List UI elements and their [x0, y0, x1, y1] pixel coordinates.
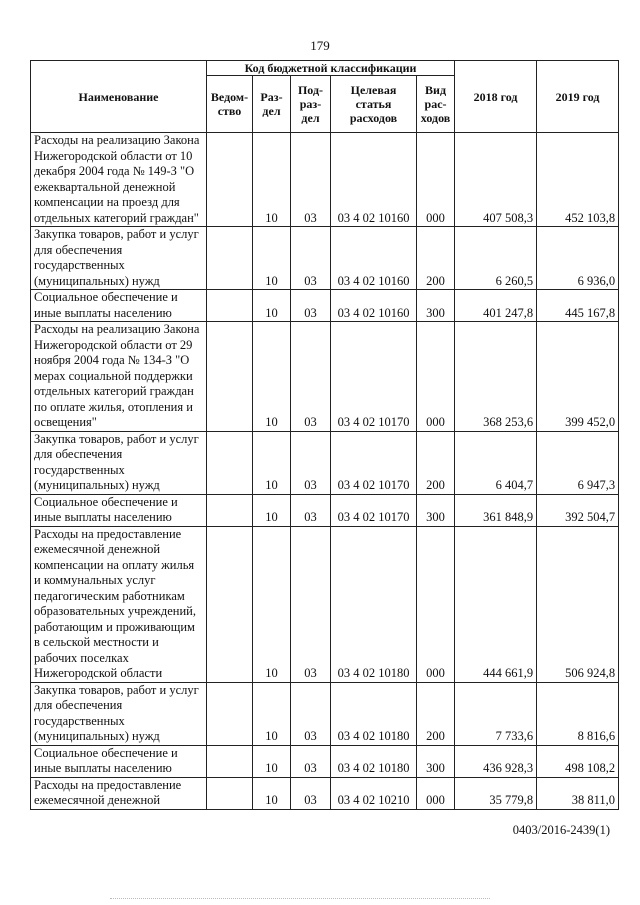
row-value-2019: 392 504,7 [537, 494, 619, 526]
row-name: Расходы на реализацию Закона Нижегородской области от 10 декабря 2004 года № 149-З "О ежеквартальной денежной компенсации на проезд для отдельных категорий граждан" [31, 133, 207, 227]
row-target-article: 03 4 02 10160 [331, 290, 417, 322]
table-row [31, 227, 619, 290]
row-subsection: 03 [291, 133, 331, 227]
row-name: Социальное обеспечение и иные выплаты населению [31, 745, 207, 777]
row-department [207, 682, 253, 745]
row-subsection: 03 [291, 431, 331, 494]
table-row [31, 682, 619, 745]
header-classification-group: Код бюджетной классификации [207, 61, 455, 76]
row-expense-type: 200 [417, 227, 455, 290]
row-name: Расходы на реализацию Закона Нижегородской области от 29 ноября 2004 года № 134-З "О мерах социальной поддержки отдельных категорий граждан по оплате жилья, отопления и освещения" [31, 322, 207, 432]
row-name: Закупка товаров, работ и услуг для обеспечения государственных (муниципальных) нужд [31, 682, 207, 745]
row-target-article: 03 4 02 10170 [331, 431, 417, 494]
row-value-2018: 401 247,8 [455, 290, 537, 322]
row-value-2019: 445 167,8 [537, 290, 619, 322]
row-expense-type: 300 [417, 290, 455, 322]
table-row [31, 133, 619, 227]
row-section: 10 [253, 526, 291, 682]
row-section: 10 [253, 494, 291, 526]
document-footer-code: 0403/2016-2439(1) [512, 823, 610, 837]
row-section: 10 [253, 745, 291, 777]
row-value-2019: 38 811,0 [537, 777, 619, 809]
table-row [31, 745, 619, 777]
header-name: Наименование [31, 61, 207, 133]
row-target-article: 03 4 02 10160 [331, 133, 417, 227]
row-value-2018: 6 260,5 [455, 227, 537, 290]
row-expense-type: 000 [417, 322, 455, 432]
table-row [31, 431, 619, 494]
row-subsection: 03 [291, 494, 331, 526]
row-section: 10 [253, 322, 291, 432]
row-department [207, 777, 253, 809]
row-target-article: 03 4 02 10160 [331, 227, 417, 290]
row-value-2018: 436 928,3 [455, 745, 537, 777]
row-department [207, 290, 253, 322]
row-expense-type: 000 [417, 526, 455, 682]
header-section: Раз-дел [253, 76, 291, 133]
row-target-article: 03 4 02 10170 [331, 494, 417, 526]
row-expense-type: 000 [417, 777, 455, 809]
row-subsection: 03 [291, 745, 331, 777]
row-expense-type: 000 [417, 133, 455, 227]
row-section: 10 [253, 290, 291, 322]
budget-table [30, 60, 619, 810]
table-row [31, 777, 619, 809]
page-number: 179 [310, 38, 330, 53]
header-2019: 2019 год [537, 61, 619, 133]
row-expense-type: 200 [417, 682, 455, 745]
row-department [207, 133, 253, 227]
row-value-2018: 35 779,8 [455, 777, 537, 809]
row-target-article: 03 4 02 10180 [331, 745, 417, 777]
row-name: Расходы на предоставление ежемесячной денежной компенсации на оплату жилья и коммунальных услуг педагогическим работникам образовательных учреждений, работающим и проживающим в сельской местности и рабочих поселках Нижегородской области [31, 526, 207, 682]
row-section: 10 [253, 227, 291, 290]
row-value-2019: 452 103,8 [537, 133, 619, 227]
table-row [31, 290, 619, 322]
row-name: Расходы на предоставление ежемесячной денежной [31, 777, 207, 809]
row-value-2018: 407 508,3 [455, 133, 537, 227]
row-department [207, 322, 253, 432]
scan-artifact-line [110, 898, 490, 900]
row-expense-type: 200 [417, 431, 455, 494]
row-subsection: 03 [291, 227, 331, 290]
header-target-article: Целевая статья расходов [331, 76, 417, 133]
table-row [31, 494, 619, 526]
row-target-article: 03 4 02 10210 [331, 777, 417, 809]
row-department [207, 227, 253, 290]
row-name: Закупка товаров, работ и услуг для обеспечения государственных (муниципальных) нужд [31, 431, 207, 494]
row-value-2018: 361 848,9 [455, 494, 537, 526]
row-expense-type: 300 [417, 745, 455, 777]
header-expense-type: Вид рас-ходов [417, 76, 455, 133]
row-subsection: 03 [291, 682, 331, 745]
row-expense-type: 300 [417, 494, 455, 526]
row-name: Социальное обеспечение и иные выплаты населению [31, 290, 207, 322]
row-section: 10 [253, 133, 291, 227]
row-value-2019: 506 924,8 [537, 526, 619, 682]
table-row [31, 322, 619, 432]
row-subsection: 03 [291, 526, 331, 682]
row-target-article: 03 4 02 10180 [331, 682, 417, 745]
row-target-article: 03 4 02 10170 [331, 322, 417, 432]
row-subsection: 03 [291, 290, 331, 322]
row-value-2018: 6 404,7 [455, 431, 537, 494]
row-subsection: 03 [291, 322, 331, 432]
row-section: 10 [253, 777, 291, 809]
row-department [207, 745, 253, 777]
header-department: Ведом-ство [207, 76, 253, 133]
row-target-article: 03 4 02 10180 [331, 526, 417, 682]
row-value-2018: 444 661,9 [455, 526, 537, 682]
row-value-2019: 498 108,2 [537, 745, 619, 777]
row-value-2018: 368 253,6 [455, 322, 537, 432]
row-section: 10 [253, 431, 291, 494]
row-value-2019: 8 816,6 [537, 682, 619, 745]
row-value-2019: 6 936,0 [537, 227, 619, 290]
table-row [31, 526, 619, 682]
row-subsection: 03 [291, 777, 331, 809]
header-2018: 2018 год [455, 61, 537, 133]
row-value-2019: 6 947,3 [537, 431, 619, 494]
row-value-2019: 399 452,0 [537, 322, 619, 432]
row-department [207, 431, 253, 494]
row-name: Социальное обеспечение и иные выплаты населению [31, 494, 207, 526]
header-subsection: Под-раз-дел [291, 76, 331, 133]
row-name: Закупка товаров, работ и услуг для обеспечения государственных (муниципальных) нужд [31, 227, 207, 290]
row-department [207, 526, 253, 682]
row-department [207, 494, 253, 526]
row-section: 10 [253, 682, 291, 745]
row-value-2018: 7 733,6 [455, 682, 537, 745]
